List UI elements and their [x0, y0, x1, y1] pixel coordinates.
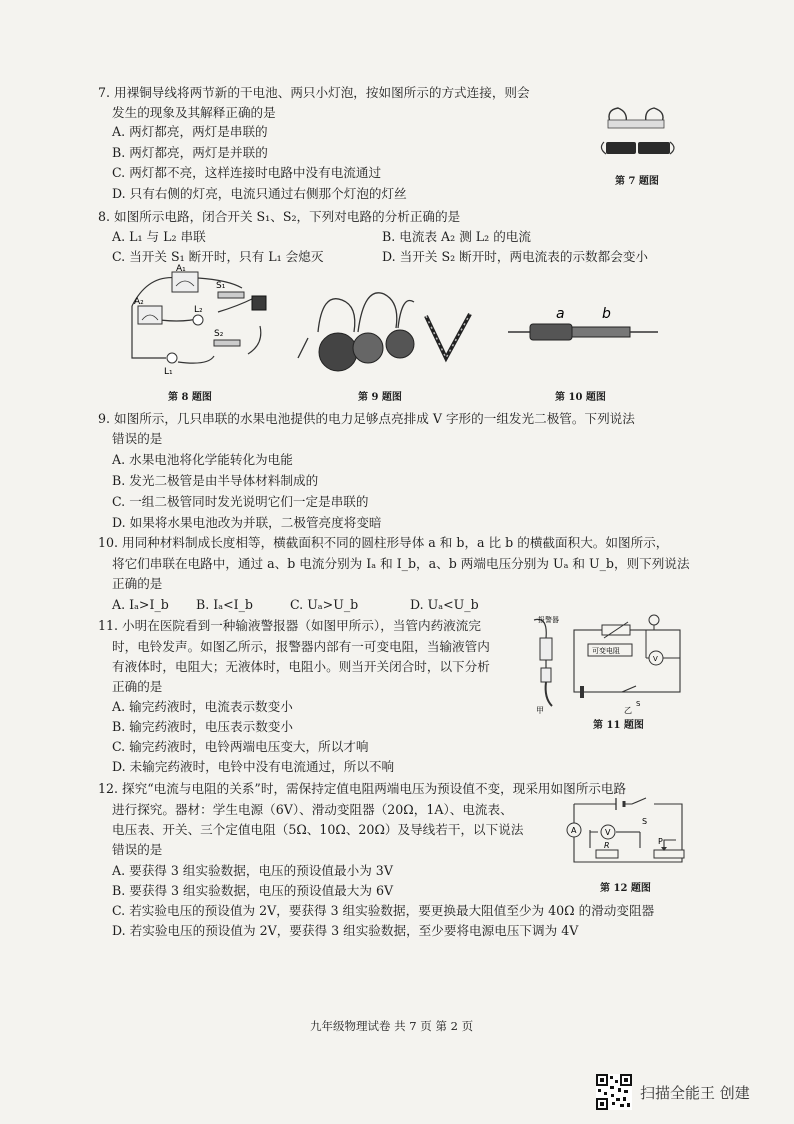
q12-label-ammeter: A [571, 826, 577, 835]
q12-option-a: A. 要获得 3 组实验数据，电压的预设值最小为 3V [112, 863, 393, 878]
q9-stem-line-2: 错误的是 [112, 431, 163, 446]
q11-option-b: B. 输完药液时，电压表示数变小 [112, 719, 293, 734]
q11-option-c: C. 输完药液时，电铃两端电压变大，所以才响 [112, 739, 369, 754]
q10-label-b: b [602, 306, 611, 322]
q11-label-voltmeter: V [653, 655, 658, 663]
q12-option-c: C. 若实验电压的预设值为 2V，要获得 3 组实验数据，要更换最大阻值至少为 40Ω 的滑动变阻器 [112, 903, 655, 918]
q12-figure [560, 796, 690, 878]
q11-stem-line-4: 正确的是 [112, 679, 163, 694]
q9-option-a: A. 水果电池将化学能转化为电能 [112, 452, 293, 467]
q7-option-b: B. 两灯都亮，两灯是并联的 [112, 145, 268, 160]
q11-label-switch: S [636, 700, 641, 708]
q9-stem-line-1: 9. 如图所示，几只串联的水果电池提供的电力足够点亮排成 V 字形的一组发光二极管。下列说法 [98, 411, 635, 426]
q11-label-yi: 乙 [624, 706, 632, 715]
q10-caption: 第 10 题图 [555, 392, 606, 403]
q7-stem-line-1: 7. 用裸铜导线将两节新的干电池、两只小灯泡，按如图所示的方式连接，则会 [98, 85, 530, 100]
q12-label-slider: P [658, 837, 663, 846]
q7-option-d: D. 只有右侧的灯亮，电流只通过右侧那个灯泡的灯丝 [112, 186, 407, 201]
q10-option-d: D. Uₐ<U_b [410, 597, 479, 612]
q10-stem-line-2: 将它们串联在电路中，通过 a、b 电流分别为 Iₐ 和 I_b，a、b 两端电压分别为 Uₐ 和 U_b，则下列说法 [112, 556, 690, 571]
q7-stem-line-2: 发生的现象及其解释正确的是 [112, 105, 276, 120]
q8-caption: 第 8 题图 [168, 392, 212, 403]
q12-caption: 第 12 题图 [600, 883, 651, 894]
q12-option-b: B. 要获得 3 组实验数据，电压的预设值最大为 6V [112, 883, 394, 898]
q8-option-b: B. 电流表 A₂ 测 L₂ 的电流 [382, 229, 531, 244]
q8-label-l2: L₂ [194, 305, 203, 315]
q12-stem-line-4: 错误的是 [112, 842, 163, 857]
q7-option-c: C. 两灯都不亮，这样连接时电路中没有电流通过 [112, 165, 382, 180]
q7-figure [592, 100, 682, 175]
q10-option-c: C. Uₐ>U_b [290, 597, 359, 612]
q8-option-c: C. 当开关 S₁ 断开时，只有 L₁ 会熄灭 [112, 249, 324, 264]
q8-stem: 8. 如图所示电路，闭合开关 S₁、S₂，下列对电路的分析正确的是 [98, 209, 461, 224]
q10-option-a: A. Iₐ>I_b [112, 597, 169, 612]
q9-caption: 第 9 题图 [358, 392, 402, 403]
q11-option-d: D. 未输完药液时，电铃中没有电流通过，所以不响 [112, 759, 395, 774]
q12-stem-line-2: 进行探究。器材：学生电源（6V）、滑动变阻器（20Ω，1A）、电流表、 [112, 802, 513, 817]
q10-stem-line-1: 10. 用同种材料制成长度相等，横截面积不同的圆柱形导体 a 和 b，a 比 b 的横截面积大。如图所示， [98, 535, 669, 550]
q11-stem-line-3: 有液体时，电阻大；无液体时，电阻小。则当开关闭合时，以下分析 [112, 659, 490, 674]
q7-option-a: A. 两灯都亮，两灯是串联的 [112, 124, 268, 139]
q12-label-voltmeter: V [605, 828, 611, 837]
page-footer: 九年级物理试卷 共 7 页 第 2 页 [310, 1019, 474, 1033]
q8-label-a2: A₂ [134, 297, 144, 307]
q11-label-alarm: 报警器 [538, 616, 559, 624]
q12-label-resistor: R [604, 841, 610, 850]
q8-label-a1: A₁ [176, 264, 186, 274]
qr-code-icon [596, 1074, 632, 1110]
q11-caption: 第 11 题图 [593, 720, 644, 731]
q9-option-b: B. 发光二极管是由半导体材料制成的 [112, 473, 319, 488]
scanner-watermark: 扫描全能王 创建 [640, 1084, 750, 1102]
q11-option-a: A. 输完药液时，电流表示数变小 [112, 699, 293, 714]
q10-stem-line-3: 正确的是 [112, 576, 163, 591]
q11-stem-line-1: 11. 小明在医院看到一种输液警报器（如图甲所示），当管内药液流完 [98, 618, 481, 633]
q12-label-switch: S [642, 817, 648, 826]
q10-label-a: a [556, 306, 565, 322]
q9-option-d: D. 如果将水果电池改为并联，二极管亮度将变暗 [112, 515, 382, 530]
q9-option-c: C. 一组二极管同时发光说明它们一定是串联的 [112, 494, 369, 509]
q11-stem-line-2: 时，电铃发声。如图乙所示，报警器内部有一可变电阻，当输液管内 [112, 639, 490, 654]
q8-option-d: D. 当开关 S₂ 断开时，两电流表的示数都会变小 [382, 249, 649, 264]
q8-label-l1: L₁ [164, 367, 173, 377]
q10-option-b: B. Iₐ<I_b [196, 597, 253, 612]
q12-option-d: D. 若实验电压的预设值为 2V，要获得 3 组实验数据，至少要将电源电压下调为 4V [112, 923, 579, 938]
q11-label-jia: 甲 [536, 706, 544, 715]
q7-caption: 第 7 题图 [615, 176, 659, 187]
q11-label-variable-resistor: 可变电阻 [592, 647, 620, 655]
q8-label-s2: S₂ [214, 329, 224, 339]
q8-label-s1: S₁ [216, 281, 226, 291]
q12-stem-line-3: 电压表、开关、三个定值电阻（5Ω、10Ω、20Ω）及导线若干，以下说法 [112, 822, 524, 837]
q10-figure [508, 302, 660, 350]
q9-figure [298, 272, 490, 374]
q11-figure [528, 614, 688, 714]
q12-stem-line-1: 12. 探究“电流与电阻的关系”时，需保持定值电阻两端电压为预设值不变，现采用如图所示电路 [98, 781, 627, 796]
q8-option-a: A. L₁ 与 L₂ 串联 [112, 229, 206, 244]
q8-figure [118, 266, 278, 378]
